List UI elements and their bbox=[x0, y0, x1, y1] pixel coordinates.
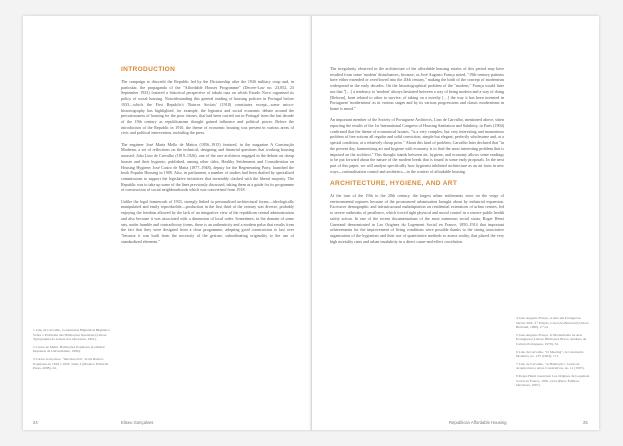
left-running-head: Eliseu Gonçalves bbox=[121, 420, 154, 425]
footnote-3: 3 Carlos Gonçalves, "Introducción", in Os Bairros Populares do 1918 a 1933, Tomo I (Mateira: Editorial Presa, 2008), 24. bbox=[33, 356, 109, 371]
footnote-4: 4 José-Augusto França, A Arte em Portugal no Século XIX, 3.ª Edição, Colecção Bertrand (Lisboa: Bertrand, 1990), 2.ª ed. bbox=[516, 316, 589, 330]
footnote-2: 2 Castro de Matta, Habitações Populares (Coimbra: Imprensa da Universidade, 1909). bbox=[33, 344, 106, 354]
introduction-heading: INTRODUCTION bbox=[121, 66, 176, 73]
footnote-7: 7 Lino de Carvalho, "A Habitação", Jornal de Arquitectura e Artes Construtivas, no. 11 (1907). bbox=[516, 361, 585, 371]
footnote-5: 5 José-Augusto França, O Modernismo na Arte Portuguesa (Lisboa: Biblioteca Breve, Instituto de Cultura Portuguesa, 1979), 32. bbox=[516, 332, 587, 346]
left-paragraph-3: Unlike the legal framework of 1933, strongly linked to personalised architectural forms—ideologically manipulated and easily reproducible—production in the first third of the century was diverse, probably enjoying the freedom allowed by the lack of an integrative view of the republican central administration and also because it was associated with a dimension of local order. Sometimes, in the domain of some sets, under humble and contradictory forms, there is an authenticity and a modern pulse that results from the fact that they were designed from a clear programme, adopting good construction to last over "because it was built from the necessity of the gesture, subordinating originality to the use of standardized elements." bbox=[121, 198, 294, 244]
footnote-1: 1 Lino de Carvalho, Construções Higiénicas Higiénica Sobre o Problema das Habitações Operárias (Lisboa: Typographia da Gazeta dos Operarios, 1901). bbox=[33, 328, 110, 342]
right-main-column bbox=[330, 66, 504, 250]
spine-divider bbox=[311, 16, 312, 430]
right-paragraph-3: At the turn of the 19th to the 20th century, the largest urban settlements were on the verge of environmental ruptures because of the pronounced urbanisation brought about by industrial expansion. Excessive demographic and infrastructural maladaptation on residential extensions of urban centres, led to severe outbreaks of pestilence, which forced tight physical and moral control in a sincere public health safety action. In one of the recent documentations of the most numerous social strata, Roger Henri Guerrand demonstrated in Les Origines du Logement Social en France, 1850–1914 that important achievements for the improvement of living conditions were possible thanks to the strong associative organisation of the hygienists and their use of quantitative methods to assess reality, that placed the very high mortality rates and urban insalubrity in a direct cause-and-effect correlation. bbox=[330, 193, 504, 244]
left-main-column bbox=[121, 66, 294, 250]
left-paragraph-2: The engineer José Maria Mello de Mattos (1856–1915) featured, in the magazine A Construção Moderna, a set of reflections on the technical, designing and financial questions that working housing aroused; João Lino de Carvalho (1819–1926), one of the rare architects engaged in the debate on cheap houses and their hygienic, published, among other titles, Healthy Settlements and Consideration on Housing Hygiene; José Castro de Matta (1877–1948), deputy for the Regenerating Party, launched the book Popular Housing in 1909. Also, in parliament, a number of studies had been drafted by specialised commissions to support the legislative initiatives that invariably clashed with the liberal majority. The Republic was to take up some of the lines previously discussed, taking them as a guide for its programme of construction of social neighbourhoods which was concretized from 1918. bbox=[121, 141, 294, 193]
left-footnotes bbox=[33, 328, 113, 374]
left-page-number: 24 bbox=[33, 420, 38, 425]
right-paragraph-2: An important member of the Society of Portuguese Architects, Lino de Carvalho, mentioned above, when reporting the results of the 1st International Congress of Housing Sanitation and Salubrity, in Paris (1904) confirmed that the theme of economical houses, "is a very complex, but very interesting and momentous problem of free actions all regular and solid conviction, simple but elegant, perfectly wholesome and, at a special condition, at a relatively cheap price." About this kind of problem, Carvalho later declared that "in the present day, harmonising art and hygiene with economy is to find the most interesting problem that is imposed on the architect." This thought stands between art, hygiene, and economy allows some readings to be put forward about the nature of the modern break that is found in some early proposals. In the next part of this paper, we will analyse specifically how hygienist inhibited architecture as an art form in new ways—rationalisation control and aesthetics—in the context of affordable housing. bbox=[330, 117, 504, 174]
architecture-heading: ARCHITECTURE, HYGIENE, AND ART bbox=[330, 180, 458, 188]
right-page bbox=[311, 16, 599, 430]
footnote-8: 8 Roger-Henri Guerrand, Les Origines du Logement Social en France, 1850–1914 (Paris: Éditions Ouvrières, 1967). bbox=[516, 373, 590, 388]
left-page bbox=[23, 16, 311, 430]
right-page-number: 25 bbox=[583, 420, 588, 425]
right-footnotes bbox=[516, 316, 591, 391]
right-running-head: Republican Affordable Housing bbox=[449, 420, 507, 425]
right-paragraph-1: The irregularity observed in the architecture of the affordable housing estates of this period may have resulted from some 'modern' disturbances, because, as José Augusto França noted, "19th-century patterns have either extended or overflowed into the 20th century," making the birth of the concept of modernism widespread in the early decades. On the historiographical problem of the "modern," França would later use that "[…] a tendency to 'modern' always hesitated between a way of being modern and a way of doing [Reform], born related to other to survive, of taking on a novelty […] the way it has been invented in Portuguese 'modernisms' as in various stages and by its various progressions and classic modernisms in home is mood." bbox=[330, 66, 504, 111]
footnote-6: 6 Lino de Carvalho, "O Meeting", A Construção Moderna, no. 133 (1904): 171. bbox=[516, 349, 584, 359]
left-paragraph-1: The campaign to discredit the Republic led by the Dictatorship after the 1926 military coup and, in particular, the propaganda of the "Affordable Houses Programme" (Decree-Law no. 23,052, 23 September 1933) fostered a historical perspective of tabula rasa on which Estado Novo organised its policy of social housing. Notwithstanding this general reading of housing policies in Portugal before 1933—which the First Republic's 'Bairros Sociais' (1918) constitutes except—some micro-historiography has highlighted, for example, the legionist and social economic debate around the precariousness of housing for the poor classes, that had been carried out in Portugal from the last decade of the 19th century as republicanism thought gained influence and political power. Before the introduction of the Republic in 1910, the theme of economic housing was present in various areas of civic and political intervention, including the press. bbox=[121, 79, 294, 136]
